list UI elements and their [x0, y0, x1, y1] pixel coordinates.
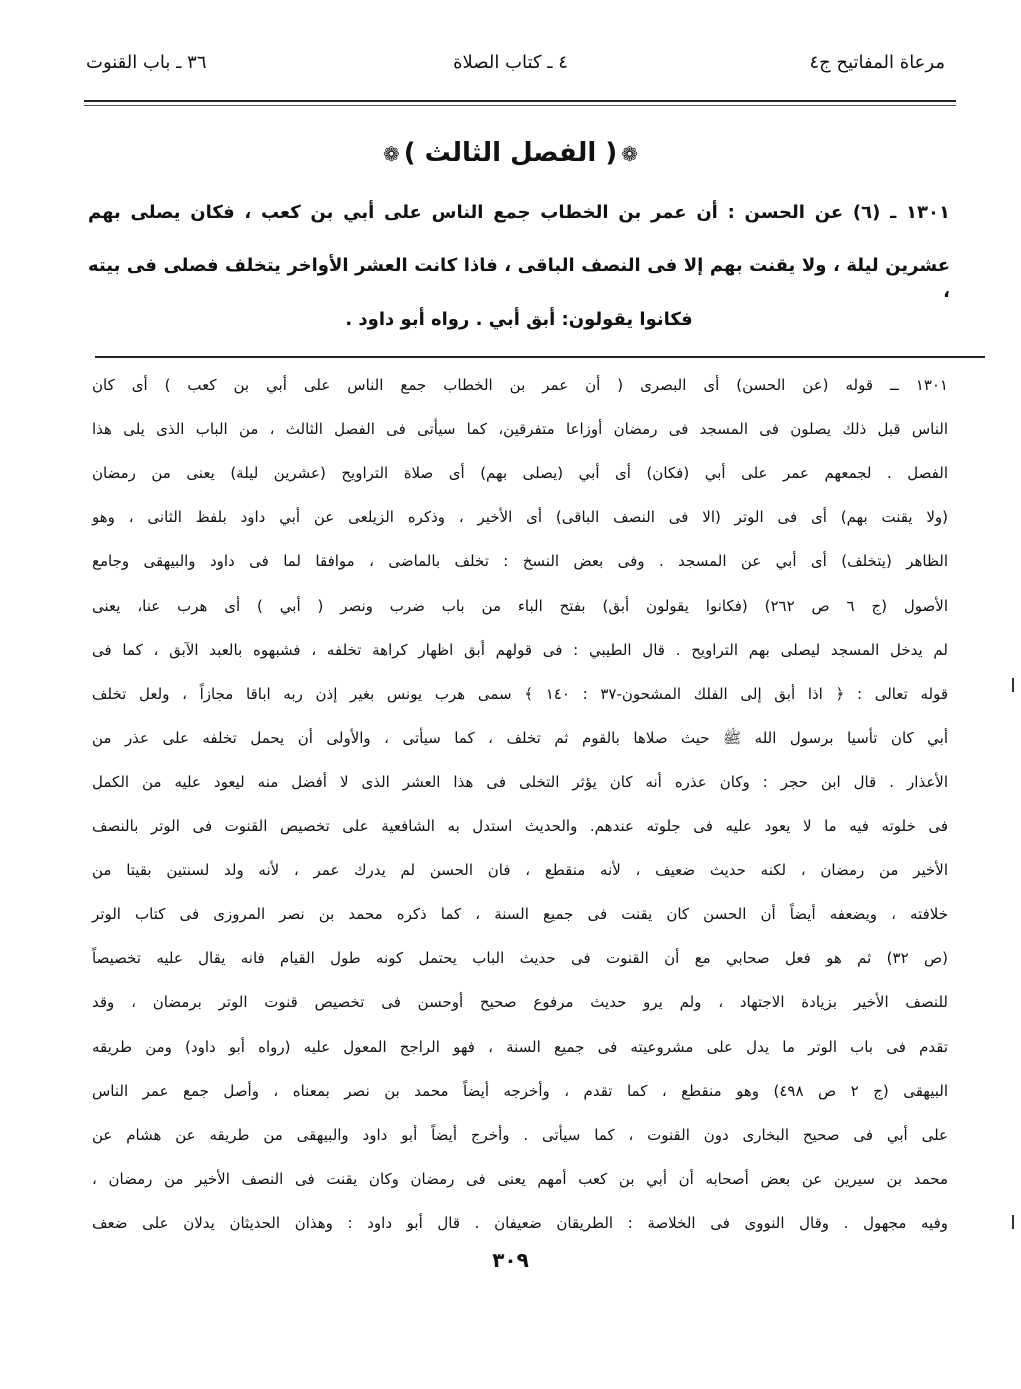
commentary-line: الأخير من رمضان ، لكنه حديث ضعيف ، لأنه منقطع ، فان الحسن لم يدرك عمر ، لأنه ولد لسنتين بقيتا من — [92, 861, 948, 880]
commentary-line: فى خلوته فيه ما لا يعود عليه فى جلوته عندهم. والحديث استدل به الشافعية على تخصيص القنوت فى الوتر بالنصف — [92, 817, 948, 835]
header-book-title: مرعاة المفاتيح ج٤ — [809, 52, 945, 73]
commentary-line: لم يدخل المسجد ليصلى بهم التراويح . قال الطيبي : فى قولهم أبق اظهار كراهة تخلفه ، فشبهوه بالعبد الآبق ، كما فى — [92, 640, 948, 659]
commentary-line: للنصف الأخير بزيادة الاجتهاد ، ولم يرو حديث مرفوع صحيح أوحسن فى تخصيص قنوت الوتر برمضان ، وقد — [92, 993, 948, 1012]
commentary-line: البيهقى (ج ٢ ص ٤٩٨) وهو منقطع ، كما تقدم ، وأخرجه أيضاً محمد بن نصر بمعناه ، وأصل جمع عمر الناس — [92, 1081, 949, 1100]
hadith-line: عشرين ليلة ، ولا يقنت بهم إلا فى النصف الباقى ، فاذا كانت العشر الأواخر يتخلف فصلى فى بيته ، — [88, 255, 950, 302]
scan-mark — [1012, 678, 1014, 692]
commentary-line: أبي كان تأسيا برسول الله ﷺ حيث صلاها بالقوم ثم تخلف ، كما سيأتى ، والأولى أن يحمل تخلفه على عذر من — [92, 728, 948, 747]
header-chapter: ٤ ـ كتاب الصلاة — [453, 52, 568, 73]
commentary-line: على أبي فى صحيح البخارى دون القنوت ، كما سيأتى . وأخرج أيضاً أبو داود والبيهقى من طريقه عن هشام عن — [92, 1125, 948, 1144]
commentary-line: الفصل . لجمعهم عمر على أبي (فكان) أى أبي (يصلى بهم) أى صلاة التراويح (عشرين ليلة) يعنى من رمضان — [92, 464, 948, 483]
commentary-line: الظاهر (يتخلف) أى أبي عن المسجد . وفى بعض النسخ : تخلف بالماضى ، موافقا لما فى داود والبيهقى وجامع — [92, 552, 948, 571]
commentary-line: الأعذار . قال ابن حجر : وكان عذره أنه كان يؤثر التخلى فى هذا العشر الذى لا أفضل منه ليعود عليه من الكمل — [92, 772, 948, 791]
header-rule — [84, 100, 956, 102]
header-rule-thin — [84, 105, 956, 106]
separator-rule — [95, 356, 985, 358]
commentary-line: (ص ٣٢) ثم هو فعل صحابي مع أن القنوت فى حديث الباب يحتمل كونه طول القيام فانه يقال عليه تخصيصاً — [92, 949, 948, 968]
ornament-icon: ❁ — [621, 141, 638, 166]
commentary-line: (ولا يقنت بهم) أى فى الوتر (الا فى النصف الباقى) أى الأخير ، وذكره الزيلعى عن أبي داود بلفظ الثانى ، وهو — [92, 508, 948, 527]
page-number: ٣٠٩ — [492, 1248, 529, 1272]
scan-mark — [1012, 1215, 1014, 1229]
commentary-line: الناس قبل ذلك يصلون فى المسجد فى رمضان أوزاعا متفرقين، كما سيأتى فى الفصل الثالث ، من الباب الذى يلى هذا — [92, 420, 948, 439]
commentary-line: الأصول (ج ٦ ص ٢٦٢) (فكانوا يقولون أبق) بفتح الباء من باب ضرب ونصر ( أبي ) أى هرب عنا، يعنى — [92, 596, 948, 615]
header-section: ٣٦ ـ باب القنوت — [86, 52, 207, 73]
section-heading — [0, 138, 1021, 168]
hadith-line: فكانوا يقولون: أبق أبي . رواه أبو داود . — [345, 309, 693, 330]
commentary-line: خلافته ، ويضعفه أيضاً أن الحسن كان يقنت فى جميع السنة ، كما ذكره محمد بن نصر المروزى فى كتاب الوتر — [92, 905, 948, 924]
commentary-line: تقدم فى باب الوتر ما يدل على مشروعيته فى جميع السنة ، فهو الراجح المعول عليه (رواه أبو داود) ومن طريقه — [92, 1037, 948, 1056]
section-title: ( الفصل الثالث ) — [403, 138, 618, 168]
commentary-line: وفيه مجهول . وقال النووى فى الخلاصة : الطريقان ضعيفان . قال أبو داود : وهذان الحديثان يدلان على ضعف — [92, 1213, 948, 1232]
commentary-line: قوله تعالى : ﴿ اذا أبق إلى الفلك المشحون-٣٧ : ١٤٠ ﴾ سمى هرب يونس بغير إذن ربه اباقا مجازاً ، ولعل تخلف — [92, 684, 948, 703]
commentary-line: محمد بن سيرين عن بعض أصحابه أن أبي بن كعب أمهم يعنى فى رمضان وكان يقنت فى النصف الأخير من رمضان ، — [92, 1169, 948, 1188]
commentary-line: ١٣٠١ ــ قوله (عن الحسن) أى البصرى ( أن عمر بن الخطاب جمع الناس على أبي بن كعب ) أى كان — [92, 376, 948, 394]
hadith-line: ١٣٠١ ـ (٦) عن الحسن : أن عمر بن الخطاب جمع الناس على أبي بن كعب ، فكان يصلى بهم — [88, 202, 950, 223]
ornament-icon: ❁ — [382, 141, 400, 166]
